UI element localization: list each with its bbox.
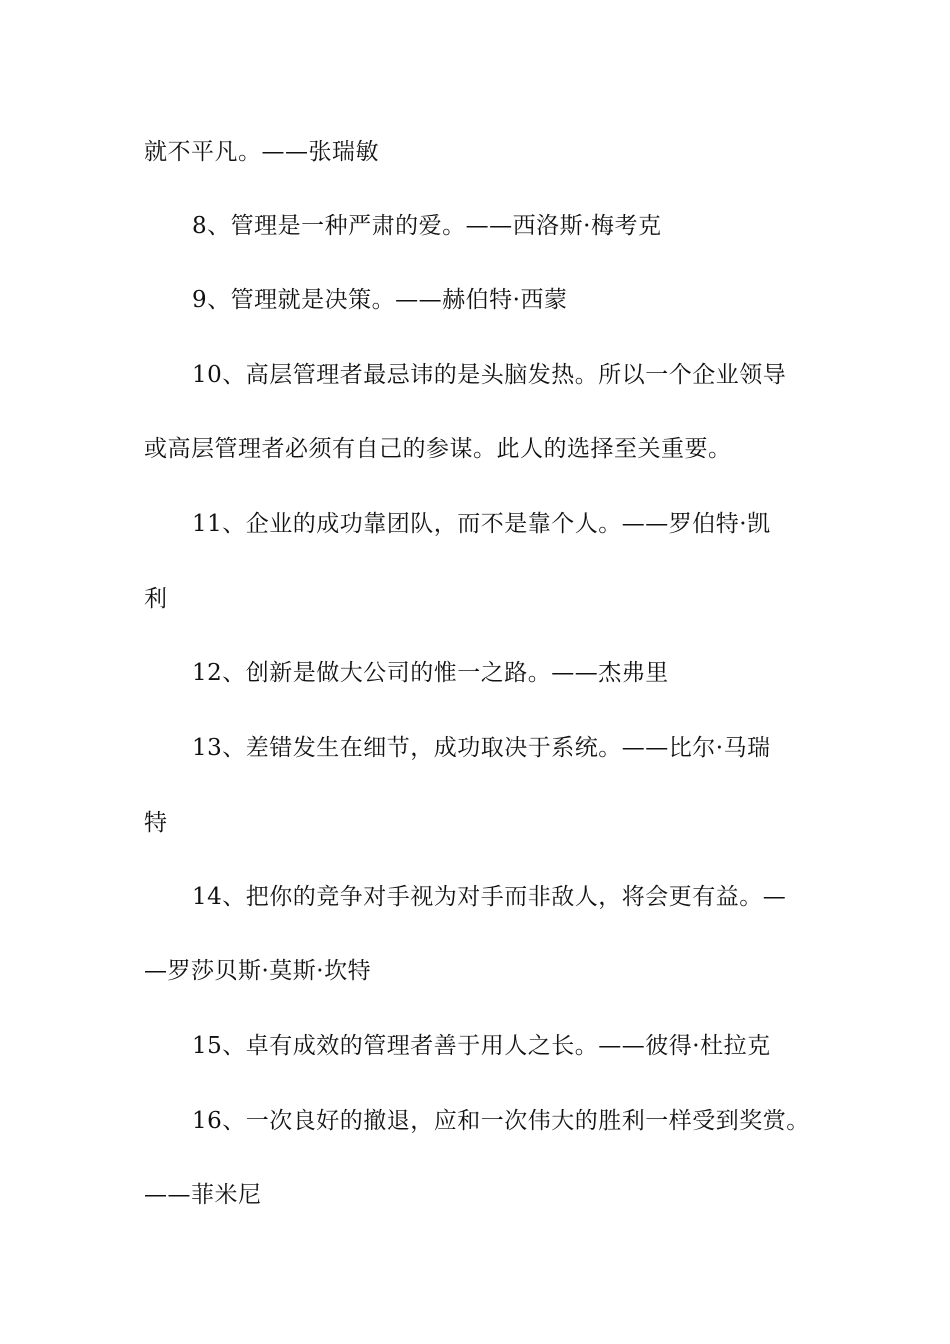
text-line-12: —罗莎贝斯·莫斯·坎特 [144,958,372,984]
text-line-13: 15、卓有成效的管理者善于用人之长。——彼得·杜拉克 [192,1033,771,1059]
text-line-8: 12、创新是做大公司的惟一之路。——杰弗里 [192,660,669,686]
text-line-6: 11、企业的成功靠团队，而不是靠个人。——罗伯特·凯 [192,511,771,537]
text-line-14: 16、一次良好的撤退，应和一次伟大的胜利一样受到奖赏。 [192,1108,810,1134]
text-line-3: 9、管理就是决策。——赫伯特·西蒙 [192,287,568,313]
text-line-7: 利 [144,586,168,612]
text-line-11: 14、把你的竞争对手视为对手而非敌人，将会更有益。— [192,884,787,910]
text-line-4: 10、高层管理者最忌讳的是头脑发热。所以一个企业领导 [192,362,787,388]
text-line-1: 就不平凡。——张瑞敏 [144,139,379,165]
text-line-9: 13、差错发生在细节，成功取决于系统。——比尔·马瑞 [192,735,771,761]
text-line-5: 或高层管理者必须有自己的参谋。此人的选择至关重要。 [144,436,732,462]
text-line-15: ——菲米尼 [144,1182,262,1208]
text-line-2: 8、管理是一种严肃的爱。——西洛斯·梅考克 [192,213,662,239]
text-line-10: 特 [144,810,168,836]
